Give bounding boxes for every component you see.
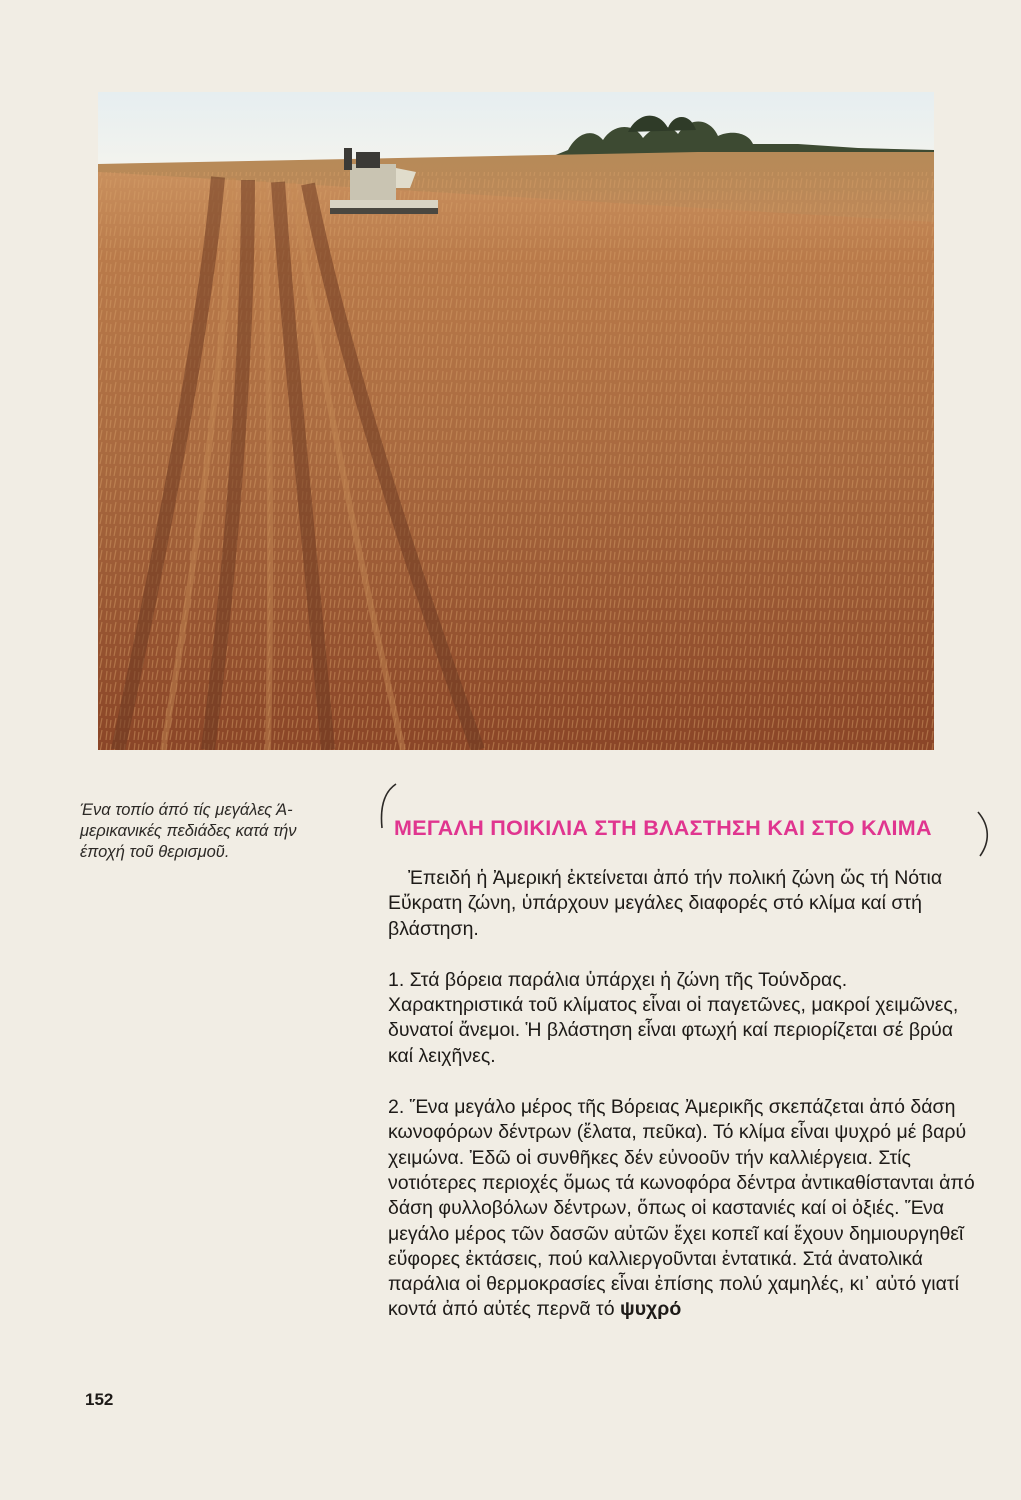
caption-line: Ένα τοπίο άπό τίς μεγάλες Ά- — [80, 801, 293, 819]
intro-paragraph: Ἐπειδή ἡ Ἀμερική ἐκτείνεται ἀπό τήν πολική ζώνη ὥς τή Νότια Εὔκρατη ζώνη, ὑπάρχουν μεγάλες διαφορές στό κλίμα καί στή βλάστηση. — [388, 867, 943, 940]
paragraph-tundra: 1. Στά βόρεια παράλια ὑπάρχει ἡ ζώνη τῆς Τούνδρας. Χαρακτηριστικά τοῦ κλίματος εἶναι οἱ παγετῶνες, μακροί χειμῶνες, δυνατοί ἄνεμοι. Ἡ βλάστηση εἶναι φτωχή καί περιορίζεται σέ βρύα καί λειχῆνες. — [388, 968, 959, 1067]
caption-line: μερικανικές πεδιάδες κατά τήν — [80, 822, 297, 840]
section-heading-block — [378, 782, 998, 862]
caption-line: έποχή τοῦ θερισμοῦ. — [80, 843, 230, 861]
paragraph-forests — [388, 1095, 981, 1323]
bold-term: ψυχρό — [620, 1298, 682, 1321]
section-heading: ΜΕΓΑΛΗ ΠΟΙΚΙΛΙΑ ΣΤΗ ΒΛΑΣΤΗΣΗ ΚΑΙ ΣΤΟ ΚΛΙΜΑ — [394, 816, 932, 840]
page-number: 152 — [85, 1390, 114, 1409]
paragraph-forests-text: 2. Ἕνα μεγάλο μέρος τῆς Βόρειας Ἀμερικῆς σκεπάζεται ἀπό δάση κωνοφόρων δέντρων (ἔλατα, πεῦκα). Τό κλίμα εἶναι ψυχρό μέ βαρύ χειμώνα. Ἐδῶ οἱ συνθῆκες δέν εὐνοοῦν τήν καλλιέργεια. Στίς νοτιότερες περιοχές ὅμως τά κωνοφόρα δέντρα ἀντικαθίστανται ἀπό δάση φυλλοβόλων δέντρων, ὅπως οἱ καστανιές καί οἱ ὀξιές. Ἕνα μεγάλο μέρος τῶν δασῶν αὐτῶν ἔχει κοπεῖ καί ἔχουν δημιουργηθεῖ εὔφορες ἐκτάσεις, πού καλλιεργοῦνται ἐντατικά. Στά ἀνατολικά παράλια οἱ θερμοκρασίες εἶναι ἐπίσης πολύ χαμηλές, κι᾽ αὐτό γιατί κοντά ἀπό αὐτές περνᾶ τό — [388, 1096, 975, 1321]
photo-caption — [80, 800, 362, 863]
harvest-field-photo — [98, 92, 934, 750]
harvest-field-illustration — [98, 92, 934, 750]
body-text — [388, 866, 981, 1349]
